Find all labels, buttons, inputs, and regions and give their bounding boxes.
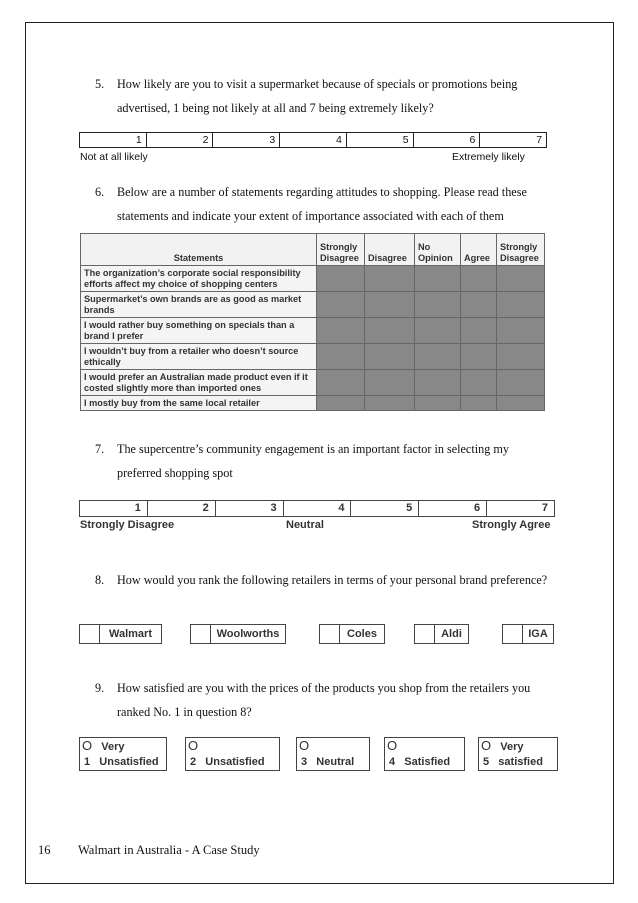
rank-checkbox[interactable] [320,625,340,643]
statement-text: I wouldn’t buy from a retailer who doesn’t source ethically [81,344,317,370]
scale-option-2[interactable]: 2 [148,501,216,516]
scale-option-4[interactable]: 4 [280,133,347,147]
question-text-cont: ranked No. 1 in question 8? [117,705,252,719]
response-cell[interactable] [415,344,461,370]
rank-checkbox[interactable] [415,625,435,643]
statements-header: Statements [81,234,317,266]
satisfaction-option-1[interactable]: O Very 1 Unsatisfied [79,737,167,771]
question-number: 8. [95,573,105,587]
retailer-label: IGA [528,628,548,640]
table-row [81,318,545,344]
response-cell[interactable] [365,344,415,370]
scale-option-1[interactable]: 1 [80,133,147,147]
likert-scale-q7 [79,500,555,517]
retailer-option-coles[interactable] [319,624,385,644]
table-row [81,370,545,396]
table-header-row [81,234,545,266]
rank-checkbox[interactable] [503,625,523,643]
scale-option-3[interactable]: 3 [213,133,280,147]
column-header: No Opinion [415,234,461,266]
response-cell[interactable] [365,318,415,344]
response-cell[interactable] [317,370,365,396]
radio-icon[interactable]: O [82,738,93,753]
retailer-label: Coles [347,628,377,640]
response-cell[interactable] [497,318,545,344]
page-number: 16 [38,843,51,857]
question-5 [95,72,565,120]
scale-left-label: Not at all likely [80,151,148,163]
question-number: 9. [95,681,105,695]
response-cell[interactable] [365,266,415,292]
scale-option-6[interactable]: 6 [419,501,487,516]
satisfaction-option-5[interactable]: O Very 5 satisfied [478,737,558,771]
response-cell[interactable] [461,370,497,396]
question-9 [95,676,565,724]
radio-icon[interactable]: O [299,738,310,753]
scale-right-label: Extremely likely [452,151,525,163]
likert-scale-q5 [79,132,547,148]
table-row [81,396,545,411]
column-header: Strongly Disagree [497,234,545,266]
question-number: 5. [95,77,105,91]
response-cell[interactable] [317,318,365,344]
response-cell[interactable] [461,292,497,318]
scale-option-7[interactable]: 7 [541,502,549,514]
scale-option-6[interactable]: 6 [414,133,481,147]
response-cell[interactable] [365,396,415,411]
response-cell[interactable] [497,266,545,292]
response-cell[interactable] [461,266,497,292]
scale-option-1[interactable]: 1 [80,501,148,516]
statement-text: I mostly buy from the same local retailer [81,396,317,411]
table-row [81,266,545,292]
scale-option-7[interactable]: 7 [536,134,543,146]
response-cell[interactable] [317,344,365,370]
statement-text: I would rather buy something on specials than a brand I prefer [81,318,317,344]
response-cell[interactable] [317,266,365,292]
column-header: Disagree [365,234,415,266]
satisfaction-option-4[interactable]: O 4 Satisfied [384,737,465,771]
satisfaction-option-3[interactable]: O 3 Neutral [296,737,370,771]
table-row [81,344,545,370]
response-cell[interactable] [415,370,461,396]
scale-left-label: Strongly Disagree [80,519,175,531]
retailer-option-iga[interactable] [502,624,554,644]
statement-text: Supermarket’s own brands are as good as market brands [81,292,317,318]
statements-table [80,233,545,411]
question-text-cont: advertised, 1 being not likely at all and 7 being extremely likely? [117,101,434,115]
column-header: Strongly Disagree [317,234,365,266]
question-number: 6. [95,185,105,199]
scale-option-4[interactable]: 4 [284,501,352,516]
question-text-cont: preferred shopping spot [117,466,233,480]
response-cell[interactable] [317,396,365,411]
retailer-label: Aldi [441,628,462,640]
question-6 [95,180,565,228]
rank-checkbox[interactable] [80,625,100,643]
response-cell[interactable] [461,396,497,411]
response-cell[interactable] [415,266,461,292]
table-row [81,292,545,318]
response-cell[interactable] [365,292,415,318]
question-7 [95,437,565,485]
question-text: How would you rank the following retailers in terms of your personal brand preference? [117,573,548,587]
response-cell[interactable] [497,370,545,396]
satisfaction-option-2[interactable]: O 2 Unsatisfied [185,737,280,771]
radio-icon[interactable]: O [481,738,492,753]
question-text: How likely are you to visit a supermarket because of specials or promotions being [117,77,518,91]
retailer-option-aldi[interactable] [414,624,469,644]
statement-text: The organization’s corporate social responsibility efforts affect my choice of shopping centers [81,266,317,292]
question-8 [95,568,575,592]
response-cell[interactable] [497,396,545,411]
column-header: Agree [461,234,497,266]
retailer-label: Walmart [109,628,152,640]
rank-checkbox[interactable] [191,625,211,643]
retailer-option-walmart[interactable] [79,624,162,644]
question-text: Below are a number of statements regarding attitudes to shopping. Please read these [117,185,527,199]
response-cell[interactable] [461,318,497,344]
question-text: How satisfied are you with the prices of the products you shop from the retailers you [117,681,531,695]
response-cell[interactable] [497,344,545,370]
retailer-label: Woolworths [216,628,280,640]
footer-title: Walmart in Australia - A Case Study [78,843,260,857]
statement-text: I would prefer an Australian made product even if it costed slightly more than imported ones [81,370,317,396]
scale-option-2[interactable]: 2 [147,133,214,147]
scale-option-5[interactable]: 5 [347,133,414,147]
response-cell[interactable] [365,370,415,396]
question-text: The supercentre’s community engagement is an important factor in selecting my [117,442,509,456]
response-cell[interactable] [415,396,461,411]
retailer-option-woolworths[interactable] [190,624,286,644]
scale-option-5[interactable]: 5 [351,501,419,516]
response-cell[interactable] [415,318,461,344]
response-cell[interactable] [415,292,461,318]
question-text-cont: statements and indicate your extent of importance associated with each of them [117,209,504,223]
response-cell[interactable] [497,292,545,318]
response-cell[interactable] [317,292,365,318]
scale-option-3[interactable]: 3 [216,501,284,516]
radio-icon[interactable]: O [188,738,199,753]
question-number: 7. [95,442,105,456]
radio-icon[interactable]: O [387,738,398,753]
response-cell[interactable] [461,344,497,370]
scale-mid-label: Neutral [286,519,324,531]
scale-right-label: Strongly Agree [472,519,551,531]
